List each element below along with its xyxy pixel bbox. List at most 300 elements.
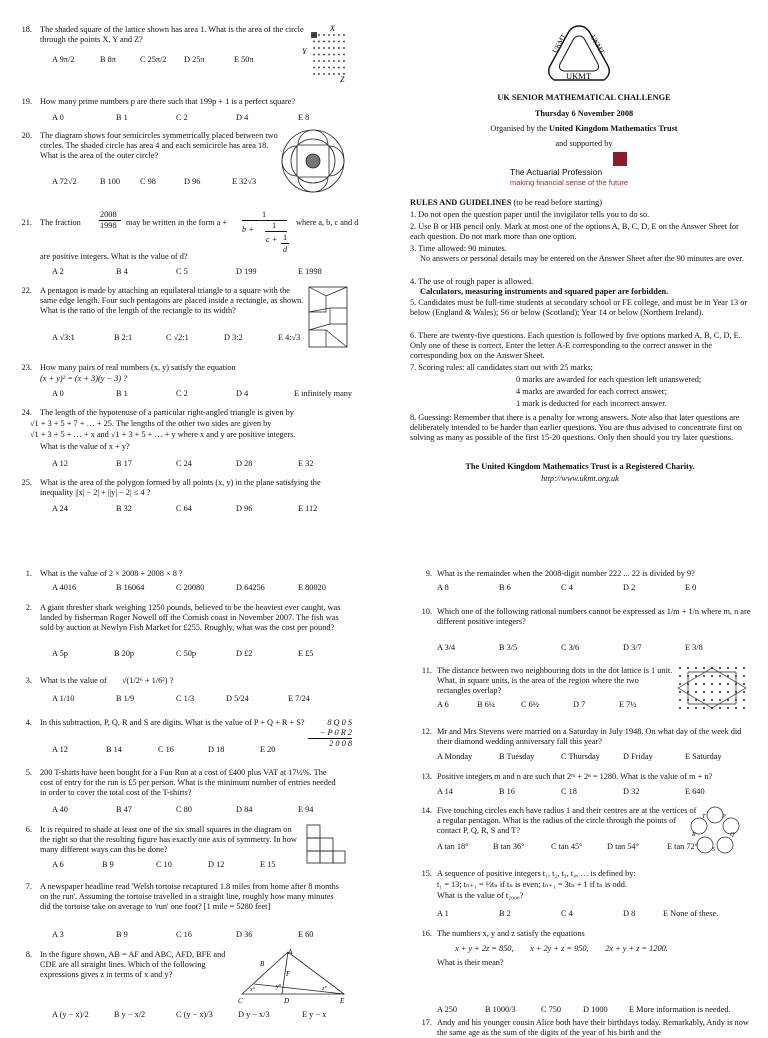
option-c[interactable]: C 1/3 [176,694,195,703]
label-e: E [340,997,345,1005]
label-y: Y [302,47,307,56]
question-17-visible [410,1018,760,1037]
question-number: 11. [421,666,432,675]
option-a[interactable]: A (y − x)/2 [52,1010,89,1019]
question-text: What is the value of 2 × 2008 + 2008 × 8 ? [40,569,183,578]
lattice-dot [743,707,745,709]
lattice-dot [703,683,705,685]
lattice-dot [333,60,335,62]
q5-options [52,805,352,817]
lattice-dot [711,683,713,685]
option-c[interactable]: C 2 [176,389,188,398]
pentagons-rectangle-diagram [308,286,348,348]
q11-options [437,700,697,712]
question-number: 17. [421,1018,432,1027]
option-b[interactable]: B 9 [116,930,128,939]
lattice-dot [743,683,745,685]
option-a[interactable]: A 6 [437,700,449,709]
option-e[interactable]: E 7½ [619,700,637,709]
option-d[interactable]: D 4 [236,389,249,398]
option-a[interactable]: A 250 [437,1005,458,1014]
option-e[interactable]: E 94 [298,805,314,814]
lattice-dot [343,60,345,62]
lattice-dot [318,73,320,75]
option-e[interactable]: E 8 [298,113,310,122]
option-a[interactable]: A 6 [52,860,64,869]
lattice-dot [313,54,315,56]
lattice-dot [313,60,315,62]
lattice-dot [323,54,325,56]
expression: √(1/2⁶ + 1/6²) ? [122,676,174,685]
lattice-dot [318,67,320,69]
q1-options [52,583,372,595]
question-text: A giant thresher shark weighing 1250 pounds, believed to be the heaviest ever caught, was landed by fisherman Roger Nowell off the Cornish coast in November 2007. The fish was sold by auction at Newlyn Fish Market for £255. Roughly, what was the cost per pound? [40,603,341,632]
rule-6: 6. There are twenty-five questions. Each question is followed by five options marked A, B, C, D, E. Only one of these is correct. Enter the letter A-E corresponding to the correct answer in the corresponding box on the Answer Sheet. [410,331,741,360]
question-text: In this subtraction, P, Q, R and S are digits. What is the value of P + Q + R + S? [40,718,305,727]
option-c[interactable]: C (y − x)/3 [176,1010,213,1019]
lattice-dot [727,683,729,685]
option-e[interactable]: E 20 [260,745,276,754]
lattice-dot [313,67,315,69]
label-b: B [260,960,265,968]
option-d[interactable]: D 36 [236,930,253,939]
lattice-dot [719,691,721,693]
option-c[interactable]: C tan 45° [551,842,583,851]
option-b[interactable]: B 2:1 [114,333,133,342]
lattice-dot [711,675,713,677]
question-text: The length of the hypotenuse of a particular right-angled triangle is given by [40,408,294,417]
question-number: 2. [25,603,32,612]
option-e[interactable]: E £5 [298,649,314,658]
option-d[interactable]: D 5/24 [226,694,249,703]
option-c[interactable]: C √2:1 [166,333,189,342]
option-b[interactable]: B 2 [499,909,511,918]
option-e[interactable]: E tan 72° [667,842,698,851]
option-e[interactable]: E 1998 [298,267,322,276]
q13-options [437,787,737,799]
q23-options [52,389,352,401]
lattice-dot [323,34,325,36]
option-c[interactable]: C 6½ [521,700,539,709]
option-b[interactable]: B 14 [106,745,122,754]
lattice-dot [313,47,315,49]
question-number: 4. [25,718,32,727]
option-b[interactable]: B Tuesday [499,752,535,761]
sum-row-2: − P 0 R 2 [308,728,352,739]
charity-note: The United Kingdom Mathematics Trust is a Registered Charity. [465,462,695,471]
label-p: P [722,814,726,820]
lattice-dot [333,67,335,69]
option-e[interactable]: E 3/8 [685,643,703,652]
question-21 [10,208,360,266]
rule-4b: Calculators, measuring instruments and squared paper are forbidden. [420,287,669,296]
option-a[interactable]: A √3:1 [52,333,75,342]
lattice-dot [328,41,330,43]
lattice-dot [703,691,705,693]
option-d[interactable]: D 32 [623,787,640,796]
option-a[interactable]: A 5p [52,649,68,658]
option-d[interactable]: D 64256 [236,583,265,592]
question-number: 24. [21,408,32,417]
q19-options [52,113,342,125]
rule-7c: 1 mark is deducted for each incorrect answer. [516,399,667,408]
option-c[interactable]: C 5 [176,267,188,276]
option-a[interactable]: A 40 [52,805,68,814]
question-text: How many prime numbers p are there such that 199p + 1 is a perfect square? [40,97,296,106]
label-x: X [330,24,335,33]
q15-options [437,909,747,921]
option-d[interactable]: D 1000 [583,1005,608,1014]
option-a[interactable]: A 8 [437,583,449,592]
option-c[interactable]: C 25π/2 [140,55,167,64]
q16-options [437,1005,757,1017]
option-d[interactable]: D 96 [236,504,253,513]
option-b[interactable]: B 16064 [116,583,145,592]
option-d[interactable]: D tan 54° [607,842,639,851]
lattice-dot [719,683,721,685]
fraction-denominator: 1998 [100,221,117,230]
rule-1: 1. Do not open the question paper until the invigilator tells you to do so. [410,210,650,219]
lattice-dot [323,67,325,69]
lattice-dot [343,54,345,56]
lattice-dot [743,699,745,701]
cf-d: d [283,245,288,254]
option-a[interactable]: A 12 [52,745,68,754]
option-b[interactable]: B tan 36° [493,842,525,851]
angle-x: x° [250,987,256,993]
option-b[interactable]: B 1000/3 [485,1005,516,1014]
lattice-dot [318,47,320,49]
option-d[interactable]: D 3/7 [623,643,642,652]
option-e[interactable]: E 112 [298,504,318,513]
option-c[interactable]: C 2 [176,113,188,122]
q9-options [437,583,737,595]
question-number: 14. [421,806,432,815]
rule-7a: 0 marks are awarded for each question left unanswered; [516,375,702,384]
option-a[interactable]: A 0 [52,113,64,122]
option-b[interactable]: B 17 [116,459,132,468]
lattice-dot [333,73,335,75]
option-e[interactable]: E 15 [260,860,276,869]
label-t: T [702,814,706,820]
lattice-dot [333,34,335,36]
option-d[interactable]: D 25π [184,55,205,64]
option-c[interactable]: C 4 [561,583,573,592]
option-b[interactable]: B 4 [116,267,128,276]
q2-options [52,649,352,661]
option-c[interactable]: C 80 [176,805,192,814]
option-c[interactable]: C 64 [176,504,192,513]
rule-8: 8. Guessing: Remember that there is a penalty for wrong answers. Note also that later questions are deliberately intended to be harder than earlier questions. You are thus advised to concentrate first on solving as many as possible of the first 15-20 questions. Only then should you try later questions. [410,413,743,442]
lattice-dot [703,675,705,677]
dot-lattice-diagram [302,24,350,86]
option-c[interactable]: C 10 [156,860,172,869]
question-text: What is their mean? [437,958,504,967]
question-text: What is the value of t₂₀₀₈? [437,891,524,900]
paper-date: Thursday 6 November 2008 [534,109,634,118]
question-number: 21. [21,218,32,227]
option-c[interactable]: C 50p [176,649,197,658]
option-d[interactable]: D 199 [236,267,257,276]
fraction-numerator: 2008 [100,210,117,219]
lattice-dot [333,54,335,56]
lattice-dot [323,41,325,43]
ukmt-logo [546,24,612,84]
fraction-bar [242,220,287,221]
lattice-dot [735,667,737,669]
lattice-dot [313,34,315,36]
fraction-bar [281,243,289,244]
lattice-dot [719,699,721,701]
option-b[interactable]: B 47 [116,805,132,814]
sponsor-logo-square [613,152,627,166]
q6-options [52,860,352,872]
option-e[interactable]: E 7/24 [288,694,310,703]
rule-7b: 4 marks are awarded for each correct answer; [516,387,667,396]
rule-5: 5. Candidates must be full-time students at secondary school or FE college, and must be in Year 13 or below (England & Wales); S6 or below (Scotland); Year 14 or below (Northern Ireland). [410,298,748,317]
rules-note: (to be read before starting) [511,198,602,207]
option-d[interactable]: D 84 [236,805,253,814]
question-number: 18. [21,25,32,34]
question-number: 15. [421,869,432,878]
option-e[interactable]: E 80020 [298,583,326,592]
lattice-dot [719,667,721,669]
lattice-dot [743,691,745,693]
lattice-dot [679,667,681,669]
question-text: The diagram shows four semicircles symmetrically placed between two circles. The shaded circle has area 4 and each semicircle has area 18. What is the area of the outer circle? [40,131,278,160]
option-b[interactable]: B 1 [116,113,128,122]
equations: x + y + 2z = 850, x + 2y + z = 950, 2x + y + z = 1200. [455,944,668,953]
lattice-dot [687,667,689,669]
question-text: The distance between two neighbouring dots in the dot lattice is 1 unit. What, in square units, is the area of the region where the two rectangles overlap? [437,666,673,695]
option-a[interactable]: A 3 [52,930,64,939]
option-b[interactable]: B 8π [100,55,116,64]
lattice-dot [679,691,681,693]
rules-heading [410,198,750,208]
option-a[interactable]: A Monday [437,752,473,761]
option-c[interactable]: C Thursday [561,752,600,761]
option-e[interactable]: E 60 [298,930,314,939]
option-b[interactable]: B 6 [499,583,511,592]
question-number: 19. [21,97,32,106]
q18-options [52,55,302,67]
option-b[interactable]: B 1 [116,389,128,398]
option-e[interactable]: E 50π [234,55,254,64]
option-e[interactable]: E More information is needed. [629,1005,731,1014]
option-b[interactable]: B 1/9 [116,694,135,703]
option-d[interactable]: D 12 [208,860,225,869]
question-text: What is the value of [40,676,107,685]
option-a[interactable]: A tan 18° [437,842,469,851]
label-a: A [288,948,293,956]
option-a[interactable]: A 2 [52,267,64,276]
option-a[interactable]: A 14 [437,787,453,796]
lattice-dot [328,34,330,36]
option-e[interactable]: E 640 [685,787,705,796]
q3-options [52,694,352,706]
rules-title: RULES AND GUIDELINES [410,198,512,207]
option-a[interactable]: A 72√2 [52,177,77,186]
sum-row-1: 8 Q 0 S [327,718,352,727]
organiser-name: United Kingdom Mathematics Trust [549,124,678,133]
option-c[interactable]: C 24 [176,459,192,468]
lattice-dot [328,47,330,49]
lattice-dot [727,707,729,709]
option-c[interactable]: C 98 [140,177,156,186]
cf-c: c + [266,235,278,244]
question-number: 25. [21,478,32,487]
question-number: 16. [421,929,432,938]
question-number: 3. [25,676,32,685]
question-number: 6. [25,825,32,834]
question-text: What is the area of the polygon formed by all points (x, y) in the plane satisfying the inequality ||x| − 2| + ||y| − 2| ≤ 4 ? [40,478,321,497]
option-d[interactable]: D Friday [623,752,653,761]
option-c[interactable]: C 16 [176,930,192,939]
lattice-dot [313,41,315,43]
q14-options [437,842,737,854]
lattice-dot [727,667,729,669]
sum-row-3: 2 0 0 8 [329,739,352,748]
question-text: Five touching circles each have radius 1 and their centres are at the vertices of a regular pentagon. What is the radius of the circle through the points of contact P, Q, R, S and T? [437,806,697,835]
lattice-dot [679,683,681,685]
lattice-dot [719,675,721,677]
semicircles-diagram [280,128,346,194]
question-text: It is required to shade at least one of the six small squares in the diagram on the right so that the resulting figure has exactly one axis of symmetry. In how many different ways can this be done? [40,825,297,854]
website-link[interactable]: http://www.ukmt.org.uk [541,474,619,483]
option-c[interactable]: C 20080 [176,583,205,592]
option-d[interactable]: D y − x/3 [238,1010,270,1019]
option-a[interactable]: A 12 [52,459,68,468]
option-e[interactable]: E None of these. [663,909,719,918]
paper-title: UK SENIOR MATHEMATICAL CHALLENGE [497,93,671,102]
question-number: 1. [25,569,32,578]
option-b[interactable]: B 100 [100,177,121,186]
option-b[interactable]: B y − x/2 [114,1010,146,1019]
option-c[interactable]: C 3/6 [561,643,580,652]
option-e[interactable]: E 0 [685,583,697,592]
option-a[interactable]: A 9π/2 [52,55,75,64]
question-text: A sequence of positive integers t₁, t₂, t₃, t₄, … is defined by: [437,869,636,878]
q10-options [437,643,737,655]
question-text: Positive integers m and n are such that 2ᵐ + 2ⁿ = 1280. What is the value of m + n? [437,772,713,781]
organiser-prefix: Organised by the [490,124,550,133]
lattice-dot [318,60,320,62]
option-b[interactable]: B 9 [102,860,114,869]
question-text: Mr and Mrs Stevens were married on a Saturday in July 1948. On what day of the week did their diamond wedding anniversary fall this year? [437,727,742,746]
rule-7: 7. Scoring rules: all candidates start out with 25 marks; [410,363,593,372]
question-text: The fraction [40,218,81,227]
angle-y: y° [276,984,282,990]
question-text: √1 + 3 + 5 + 7 + … + 25. The lengths of the other two sides are given by [30,419,272,428]
lattice-dot [343,34,345,36]
question-number: 7. [25,882,32,891]
option-b[interactable]: B 16 [499,787,515,796]
option-c[interactable]: C 4 [561,909,573,918]
lattice-dot [328,73,330,75]
option-d[interactable]: D 8 [623,909,636,918]
lattice-dot [313,73,315,75]
option-d[interactable]: D 2 [623,583,636,592]
question-number: 8. [25,950,32,959]
option-b[interactable]: B 20p [114,649,135,658]
option-a[interactable]: A 1/10 [52,694,75,703]
option-d[interactable]: D 96 [184,177,201,186]
option-e[interactable]: E 32√3 [232,177,257,186]
label-s: S [712,847,715,853]
option-e[interactable]: E 32 [298,459,314,468]
option-a[interactable]: A 1 [437,909,449,918]
question-number: 13. [421,772,432,781]
lattice-dot [323,60,325,62]
option-b[interactable]: B 32 [116,504,132,513]
option-a[interactable]: A 4016 [52,583,77,592]
option-d[interactable]: D £2 [236,649,253,658]
question-text: √1 + 3 + 5 + … + x and √1 + 3 + 5 + … + y where x and y are positive integers. [30,430,296,439]
option-e[interactable]: E Saturday [685,752,722,761]
question-text: A pentagon is made by attaching an equilateral triangle to a square with the same edge length. Four such pentagons are placed inside a rectangle, as shown. What is the ratio of the length of the rectangle to its width? [40,286,304,315]
lattice-dot [727,691,729,693]
q25-options [52,504,352,516]
lattice-dot [338,34,340,36]
question-number: 12. [421,727,432,736]
question-number: 10. [421,607,432,616]
question-text: The shaded square of the lattice shown has area 1. What is the area of the circle through the points X, Y and Z? [40,25,304,44]
lattice-dot [338,47,340,49]
question-text: Which one of the following rational numbers cannot be expressed as 1/m + 1/n where m, n are different positive integers? [437,607,751,626]
option-a[interactable]: A 0 [52,389,64,398]
question-text: 200 T-shirts have been bought for a Fun Run at a cost of £400 plus VAT at 17½%. The cost of entry for the run is £5 per person. What is the minimum number of entries needed in order to cover the total cost of the T-shirts? [40,768,336,797]
option-b[interactable]: B 6¼ [477,700,495,709]
option-a[interactable]: A 3/4 [437,643,456,652]
option-a[interactable]: A 24 [52,504,68,513]
option-c[interactable]: C 16 [158,745,174,754]
option-c[interactable]: C 18 [561,787,577,796]
question-text: How many pairs of real numbers (x, y) satisfy the equation [40,363,236,372]
option-d[interactable]: D 18 [208,745,225,754]
q20-options [52,177,282,189]
question-number: 20. [21,131,32,140]
option-e[interactable]: E 4:√3 [278,333,301,342]
option-d[interactable]: D 28 [236,459,253,468]
organiser-line [420,124,748,134]
lattice-dot [318,41,320,43]
cf-b: b + [242,225,254,234]
option-d[interactable]: D 7 [573,700,586,709]
lattice-dot [719,707,721,709]
option-d[interactable]: D 3:2 [224,333,243,342]
option-d[interactable]: D 4 [236,113,249,122]
lattice-dot [735,707,737,709]
option-e[interactable]: E infinitely many [294,389,353,398]
rule-4: 4. The use of rough paper is allowed. [410,277,534,286]
question-text: What is the value of x + y? [40,442,130,451]
lattice-dot [333,41,335,43]
question-number: 5. [25,768,32,777]
option-c[interactable]: C 750 [541,1005,562,1014]
lattice-dot [695,691,697,693]
equation: (x + y)² = (x + 3)(y − 3) ? [40,374,128,383]
question-text: A newspaper headline read 'Welsh tortoise recaptured 1.8 miles from home after 8 months on the run'. Assuming the tortoise travelled in a straight line, roughly how many minutes did the tortoise take on average to 'run' one foot? [1 mile = 5280 feet] [40,882,339,911]
lattice-dot [333,47,335,49]
recurrence: t₁ = 13; tₙ₊₁ = ½tₙ if tₙ is even; tₙ₊₁ = 3tₙ + 1 if tₙ is odd. [437,880,627,889]
lattice-dot [703,699,705,701]
sponsor-name: The Actuarial Profession [510,167,603,177]
option-e[interactable]: E y − x [302,1010,327,1019]
q12-options [437,752,747,764]
option-b[interactable]: B 3/5 [499,643,518,652]
q4-options [52,745,352,757]
lattice-dot [323,73,325,75]
